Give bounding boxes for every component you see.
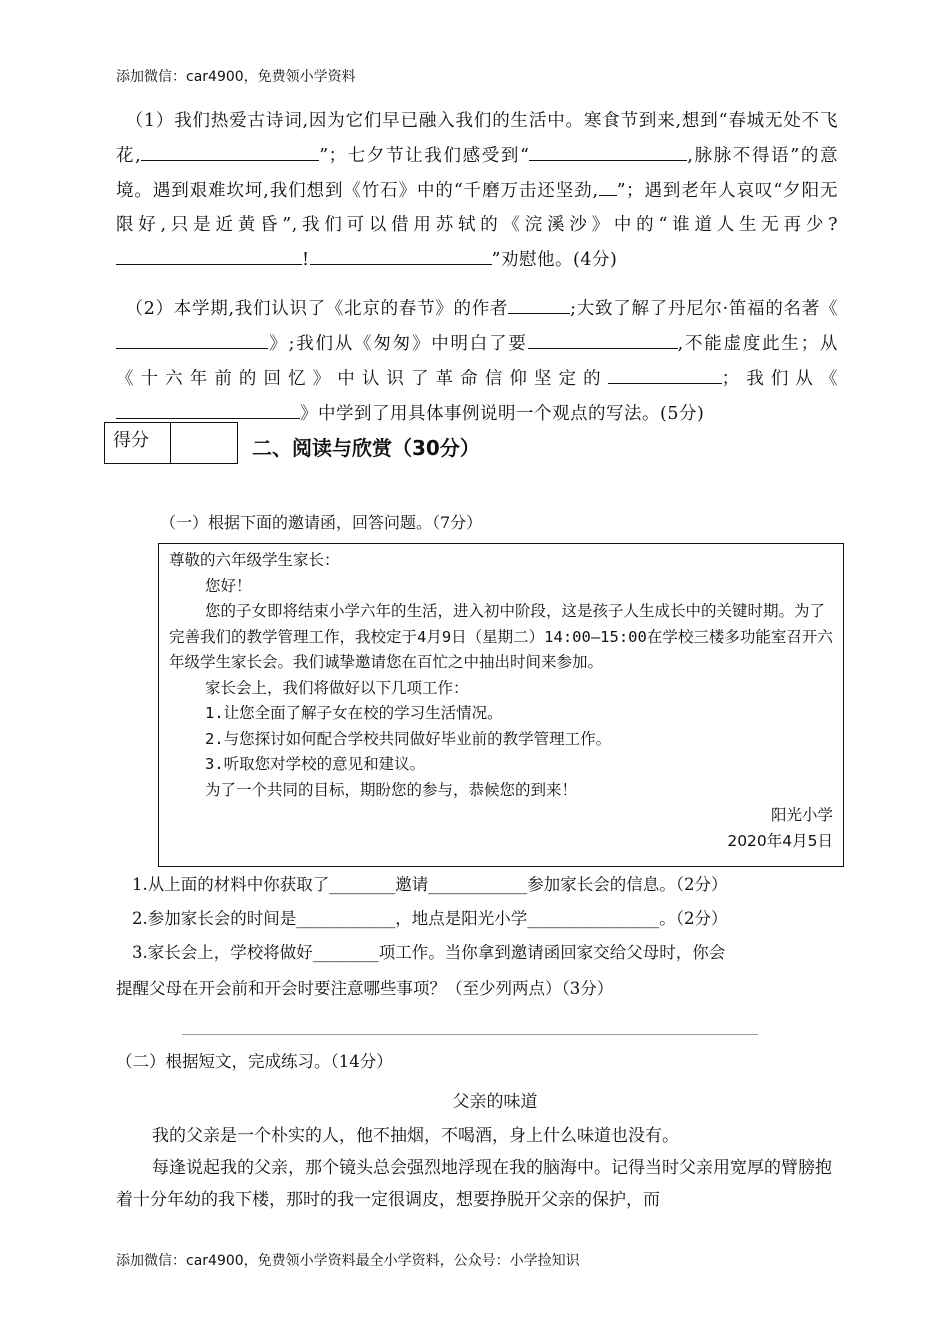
- page-footer: 添加微信：car4900，免费领小学资料最全小学资料，公众号：小学捡知识: [116, 1253, 580, 1269]
- blank[interactable]: [508, 291, 570, 314]
- blank[interactable]: [599, 173, 617, 196]
- letter-closing: 为了一个共同的目标，期盼您的参与，恭候您的到来！: [205, 780, 578, 799]
- letter-item: 3.听取您对学校的意见和建议。: [205, 755, 426, 773]
- invitation-letter: [158, 543, 844, 867]
- letter-signature: 阳光小学: [770, 806, 833, 824]
- reading-1-question-3: 3.家长会上，学校将做好________项工作。当你拿到邀请函回家交给父母时，你会: [132, 943, 726, 962]
- reading-1-question-2: 2.参加家长会的时间是____________，地点是阳光小学________________。（2分）: [132, 909, 728, 928]
- blank[interactable]: [116, 242, 302, 265]
- question-1-poetry: （1）我们热爱古诗词,因为它们早已融入我们的生活中。寒食节到来,想到“春城无处不飞花, ”；七夕节让我们感受到“ ,脉脉不得语”的意境。遇到艰难坎坷,我们想到《竹石》中的“千磨万击还坚劲, ”；遇到老年人哀叹“夕阳无限好,只是近黄昏”,我们可以借用苏轼的《浣溪沙》中的“谁道人生无再少?! ”劝慰他。(4分): [116, 111, 838, 270]
- story-paragraph: 我的父亲是一个朴实的人，他不抽烟，不喝酒，身上什么味道也没有。: [152, 1126, 679, 1146]
- letter-date: 2020年4月5日: [727, 831, 833, 850]
- blank[interactable]: [528, 326, 678, 349]
- letter-item: 2.与您探讨如何配合学校共同做好毕业前的教学管理工作。: [205, 729, 612, 748]
- letter-item: 1.让您全面了解子女在校的学习生活情况。: [205, 704, 503, 722]
- answer-line[interactable]: [182, 1034, 758, 1035]
- letter-body-2: 家长会上，我们将做好以下几项工作：: [205, 678, 469, 697]
- story-text: [116, 1120, 838, 1216]
- story-title: 父亲的味道: [452, 1092, 538, 1112]
- score-label: 得分: [105, 423, 171, 463]
- blank[interactable]: [529, 138, 687, 161]
- blank[interactable]: [116, 326, 268, 349]
- letter-greeting: 您好！: [205, 576, 252, 595]
- reading-1-question-3-cont: 提醒父母在开会前和开会时要注意哪些事项？（至少列两点）（3分）: [116, 979, 614, 998]
- blank[interactable]: [608, 361, 722, 384]
- blank[interactable]: [116, 396, 300, 419]
- section-title: 二、阅读与欣赏（30分）: [252, 436, 480, 460]
- story-paragraph: 每逢说起我的父亲，那个镜头总会强烈地浮现在我的脑海中。记得当时父亲用宽厚的臂膀抱着十分年幼的我下楼，那时的我一定很调皮，想要挣脱开父亲的保护，而: [116, 1158, 832, 1210]
- reading-1-question-1: 1.从上面的材料中你获取了________邀请____________参加家长会的信息。（2分）: [132, 875, 728, 894]
- reading-2-intro: （二）根据短文，完成练习。（14分）: [116, 1052, 393, 1071]
- blank[interactable]: [141, 138, 319, 161]
- letter-salutation: 尊敬的六年级学生家长：: [169, 551, 340, 569]
- blank[interactable]: [310, 242, 492, 265]
- question-2-literature: （2）本学期,我们认识了《北京的春节》的作者 ;大致了解了丹尼尔·笛福的名著《》;我们从《匆匆》中明白了要 ,不能虚度此生；从《十六年前的回忆》中认识了革命信仰坚定的 ；我们从《》中学到了用具体事例说明一个观点的写法。(5分): [116, 291, 838, 431]
- score-field[interactable]: [171, 423, 237, 463]
- score-box: [104, 422, 238, 464]
- page-header: 添加微信：car4900，免费领小学资料: [116, 69, 356, 85]
- letter-body: 您的子女即将结束小学六年的生活，进入初中阶段，这是孩子人生成长中的关键时期。为了完善我们的教学管理工作，我校定于4月9日（星期二）14:00—15:00在学校三楼多功能室召开六年级学生家长会。我们诚挚邀请您在百忙之中抽出时间来参加。: [169, 602, 833, 671]
- reading-1-intro: （一）根据下面的邀请函，回答问题。（7分）: [160, 513, 483, 532]
